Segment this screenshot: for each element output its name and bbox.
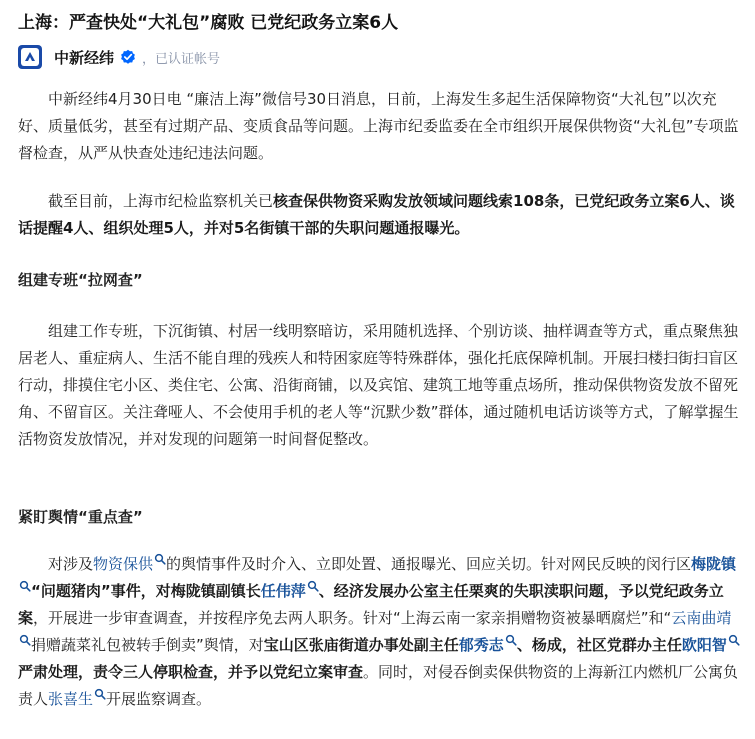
bold-span: 、杨成，社区党群办主任	[516, 636, 682, 654]
text-span: 捐赠蔬菜礼包被转手倒卖”舆情，对	[31, 636, 264, 654]
text-span: 对涉及	[48, 555, 94, 573]
search-icon	[505, 634, 517, 646]
search-icon	[94, 688, 106, 700]
search-icon	[19, 634, 31, 646]
text-span: ，开展进一步审查调查，并按程序免去两人职务。针对“上海云南一家亲捐赠物资被暴晒腐烂”和“	[33, 609, 672, 627]
paragraph-public-opinion	[18, 551, 743, 713]
link-ouyang-zhi[interactable]	[682, 636, 740, 654]
section-heading-public-opinion: 紧盯舆情“重点查”	[18, 508, 143, 526]
link-ren-weiping[interactable]	[261, 582, 319, 600]
link-label: 任伟萍	[260, 582, 306, 600]
link-wuzi-baogong[interactable]	[93, 555, 166, 573]
text-span: 开展监察调查。	[106, 690, 212, 708]
verified-badge-icon	[120, 49, 136, 65]
article-title: 上海：严查快处“大礼包”腐败 已党纪政务立案6人	[18, 13, 399, 33]
author-bar	[18, 42, 220, 72]
link-label: 云南曲靖	[671, 609, 732, 627]
paragraph-intro: 中新经纬4月30日电 “廉洁上海”微信号30日消息，日前，上海发生多起生活保障物资“大礼包”以次充好、质量低劣，甚至有过期产品、变质食品等问题。上海市纪委监委在全市组织开展保供物资“大礼包”专项监督检查，从严从快查处违纪违法问题。	[18, 90, 739, 162]
paragraph-statistics	[18, 188, 743, 242]
search-icon	[728, 634, 740, 646]
verified-label: ，已认证帐号	[142, 51, 221, 67]
search-icon	[19, 580, 31, 592]
link-label: 梅陇镇	[691, 555, 737, 573]
link-label: 物资保供	[93, 555, 154, 573]
stat-bold-text: 核查保供物资采购发放领域问题线索108条，已党纪政务立案6人、谈话提醒4人、组织处理5人，并对5名街镇干部的失职问题通报曝光。	[18, 192, 735, 237]
link-zhang-xisheng[interactable]	[48, 690, 106, 708]
zhongxin-jingwei-logo-icon	[21, 48, 39, 66]
search-icon	[154, 553, 166, 565]
search-icon	[307, 580, 319, 592]
link-yu-xiuzhi[interactable]	[459, 636, 517, 654]
link-label: 张喜生	[48, 690, 94, 708]
section-heading-network-check: 组建专班“拉网查”	[18, 271, 143, 289]
stat-text: 截至目前，上海市纪检监察机关已	[48, 192, 274, 210]
bold-span: “问题猪肉”事件，对梅陇镇副镇长	[31, 582, 261, 600]
bold-span: 、经济发展办公室主任栗爽的失职渎职问题，予以党纪政务立案	[18, 582, 724, 627]
bold-span: 宝山区张庙街道办事处副主任	[263, 636, 459, 654]
bold-span: 严肃处理，责令三人停职检查，并予以党纪立案审查	[18, 663, 364, 681]
link-label: 郁秀志	[458, 636, 504, 654]
paragraph-task-force: 组建工作专班，下沉街镇、村居一线明察暗访，采用随机选择、个别访谈、抽样调查等方式，重点聚焦独居老人、重症病人、生活不能自理的残疾人和特困家庭等特殊群体，强化托底保障机制。开展扫楼扫街扫盲区行动，排摸住宅小区、类住宅、公寓、沿街商铺，以及宾馆、建筑工地等重点场所，推动保供物资发放不留死角、不留盲区。关注聋哑人、不会使用手机的老人等“沉默少数”群体，通过随机电话访谈等方式，了解掌握生活物资发放情况，并对发现的问题第一时间督促整改。	[18, 322, 739, 448]
text-span: 的舆情事件及时介入、立即处置、通报曝光、回应关切。针对网民反映的闵行区	[166, 555, 692, 573]
text-span: 。同时，对侵吞倒卖保供物资的上海新江内燃机厂公寓负责人	[18, 663, 739, 708]
author-name[interactable]: 中新经纬	[54, 48, 115, 67]
author-avatar[interactable]	[18, 45, 42, 69]
link-label: 欧阳智	[681, 636, 727, 654]
